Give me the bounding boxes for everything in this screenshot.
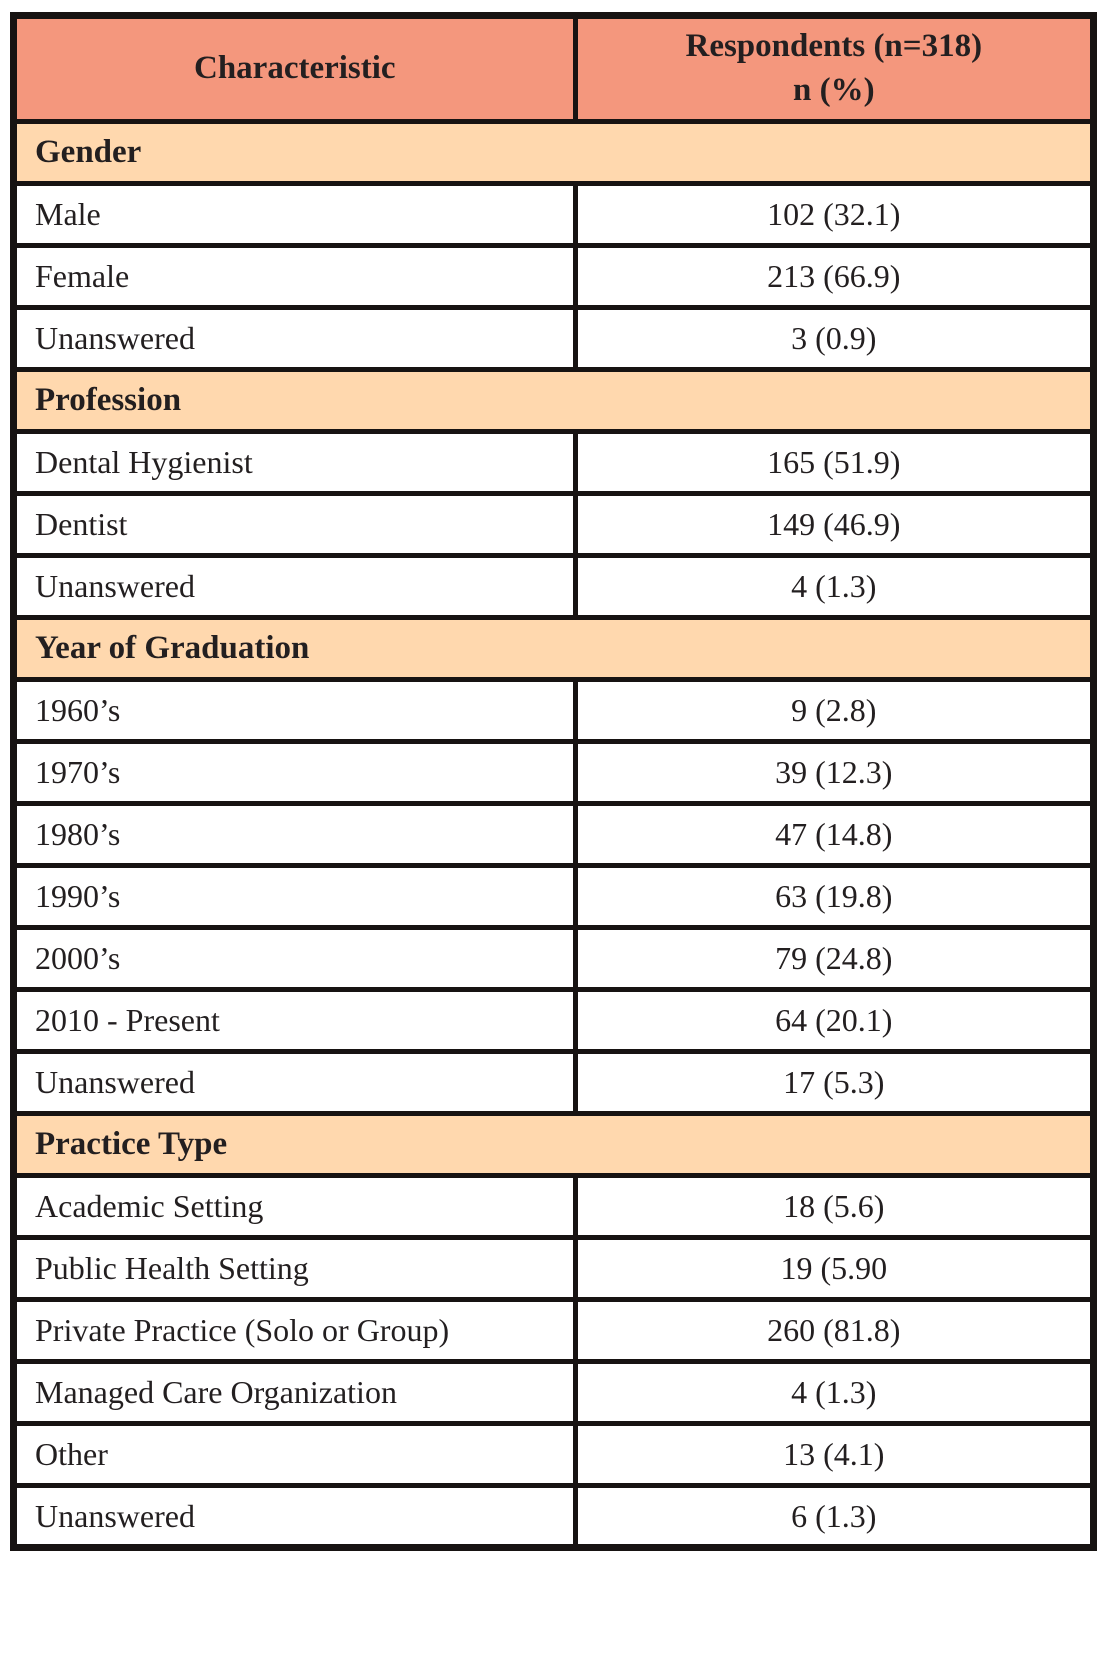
characteristic-cell: Academic Setting bbox=[14, 1176, 576, 1238]
characteristic-cell: 2010 - Present bbox=[14, 990, 576, 1052]
value-cell: 213 (66.9) bbox=[575, 246, 1093, 308]
table-row bbox=[14, 308, 1094, 370]
characteristic-cell: 1980’s bbox=[14, 804, 576, 866]
characteristic-cell: 1970’s bbox=[14, 742, 576, 804]
table-row bbox=[14, 990, 1094, 1052]
value-cell: 4 (1.3) bbox=[575, 1362, 1093, 1424]
characteristic-cell: Managed Care Organization bbox=[14, 1362, 576, 1424]
table-row bbox=[14, 556, 1094, 618]
section-row-year-of-graduation bbox=[14, 618, 1094, 680]
section-header-profession: Profession bbox=[14, 370, 1094, 432]
characteristic-cell: Public Health Setting bbox=[14, 1238, 576, 1300]
value-cell: 102 (32.1) bbox=[575, 184, 1093, 246]
section-row-gender bbox=[14, 122, 1094, 184]
value-cell: 79 (24.8) bbox=[575, 928, 1093, 990]
characteristic-cell: Dental Hygienist bbox=[14, 432, 576, 494]
characteristic-cell: Unanswered bbox=[14, 556, 576, 618]
characteristic-cell: 1990’s bbox=[14, 866, 576, 928]
demographics-table bbox=[10, 12, 1097, 1551]
characteristic-cell: Unanswered bbox=[14, 308, 576, 370]
value-cell: 64 (20.1) bbox=[575, 990, 1093, 1052]
respondents-header-line2: n (%) bbox=[793, 72, 875, 108]
value-cell: 13 (4.1) bbox=[575, 1424, 1093, 1486]
characteristic-cell: Dentist bbox=[14, 494, 576, 556]
table-row bbox=[14, 928, 1094, 990]
value-cell: 165 (51.9) bbox=[575, 432, 1093, 494]
value-cell: 18 (5.6) bbox=[575, 1176, 1093, 1238]
column-header-characteristic: Characteristic bbox=[14, 16, 576, 122]
value-cell: 47 (14.8) bbox=[575, 804, 1093, 866]
section-row-profession bbox=[14, 370, 1094, 432]
respondents-header-line1: Respondents (n=318) bbox=[685, 28, 983, 65]
characteristic-cell: Unanswered bbox=[14, 1052, 576, 1114]
table-row bbox=[14, 1238, 1094, 1300]
value-cell: 4 (1.3) bbox=[575, 556, 1093, 618]
characteristic-cell: Other bbox=[14, 1424, 576, 1486]
characteristic-cell: 1960’s bbox=[14, 680, 576, 742]
column-header-respondents bbox=[575, 16, 1093, 122]
table-row bbox=[14, 432, 1094, 494]
section-header-gender: Gender bbox=[14, 122, 1094, 184]
value-cell: 19 (5.90 bbox=[575, 1238, 1093, 1300]
table-row bbox=[14, 1052, 1094, 1114]
value-cell: 39 (12.3) bbox=[575, 742, 1093, 804]
table-row bbox=[14, 680, 1094, 742]
characteristic-cell: 2000’s bbox=[14, 928, 576, 990]
value-cell: 3 (0.9) bbox=[575, 308, 1093, 370]
value-cell: 6 (1.3) bbox=[575, 1486, 1093, 1548]
table-row bbox=[14, 866, 1094, 928]
value-cell: 9 (2.8) bbox=[575, 680, 1093, 742]
table-row bbox=[14, 804, 1094, 866]
value-cell: 17 (5.3) bbox=[575, 1052, 1093, 1114]
table-row bbox=[14, 494, 1094, 556]
characteristic-cell: Unanswered bbox=[14, 1486, 576, 1548]
table-row bbox=[14, 1486, 1094, 1548]
value-cell: 63 (19.8) bbox=[575, 866, 1093, 928]
table-row bbox=[14, 1300, 1094, 1362]
section-header-year-of-graduation: Year of Graduation bbox=[14, 618, 1094, 680]
table-row bbox=[14, 742, 1094, 804]
value-cell: 260 (81.8) bbox=[575, 1300, 1093, 1362]
table-row bbox=[14, 1424, 1094, 1486]
table-row bbox=[14, 1176, 1094, 1238]
characteristic-cell: Male bbox=[14, 184, 576, 246]
characteristic-cell: Private Practice (Solo or Group) bbox=[14, 1300, 576, 1362]
value-cell: 149 (46.9) bbox=[575, 494, 1093, 556]
table-row bbox=[14, 246, 1094, 308]
table-header-row bbox=[14, 16, 1094, 122]
section-header-practice-type: Practice Type bbox=[14, 1114, 1094, 1176]
section-row-practice-type bbox=[14, 1114, 1094, 1176]
characteristic-cell: Female bbox=[14, 246, 576, 308]
table-row bbox=[14, 1362, 1094, 1424]
table-row bbox=[14, 184, 1094, 246]
